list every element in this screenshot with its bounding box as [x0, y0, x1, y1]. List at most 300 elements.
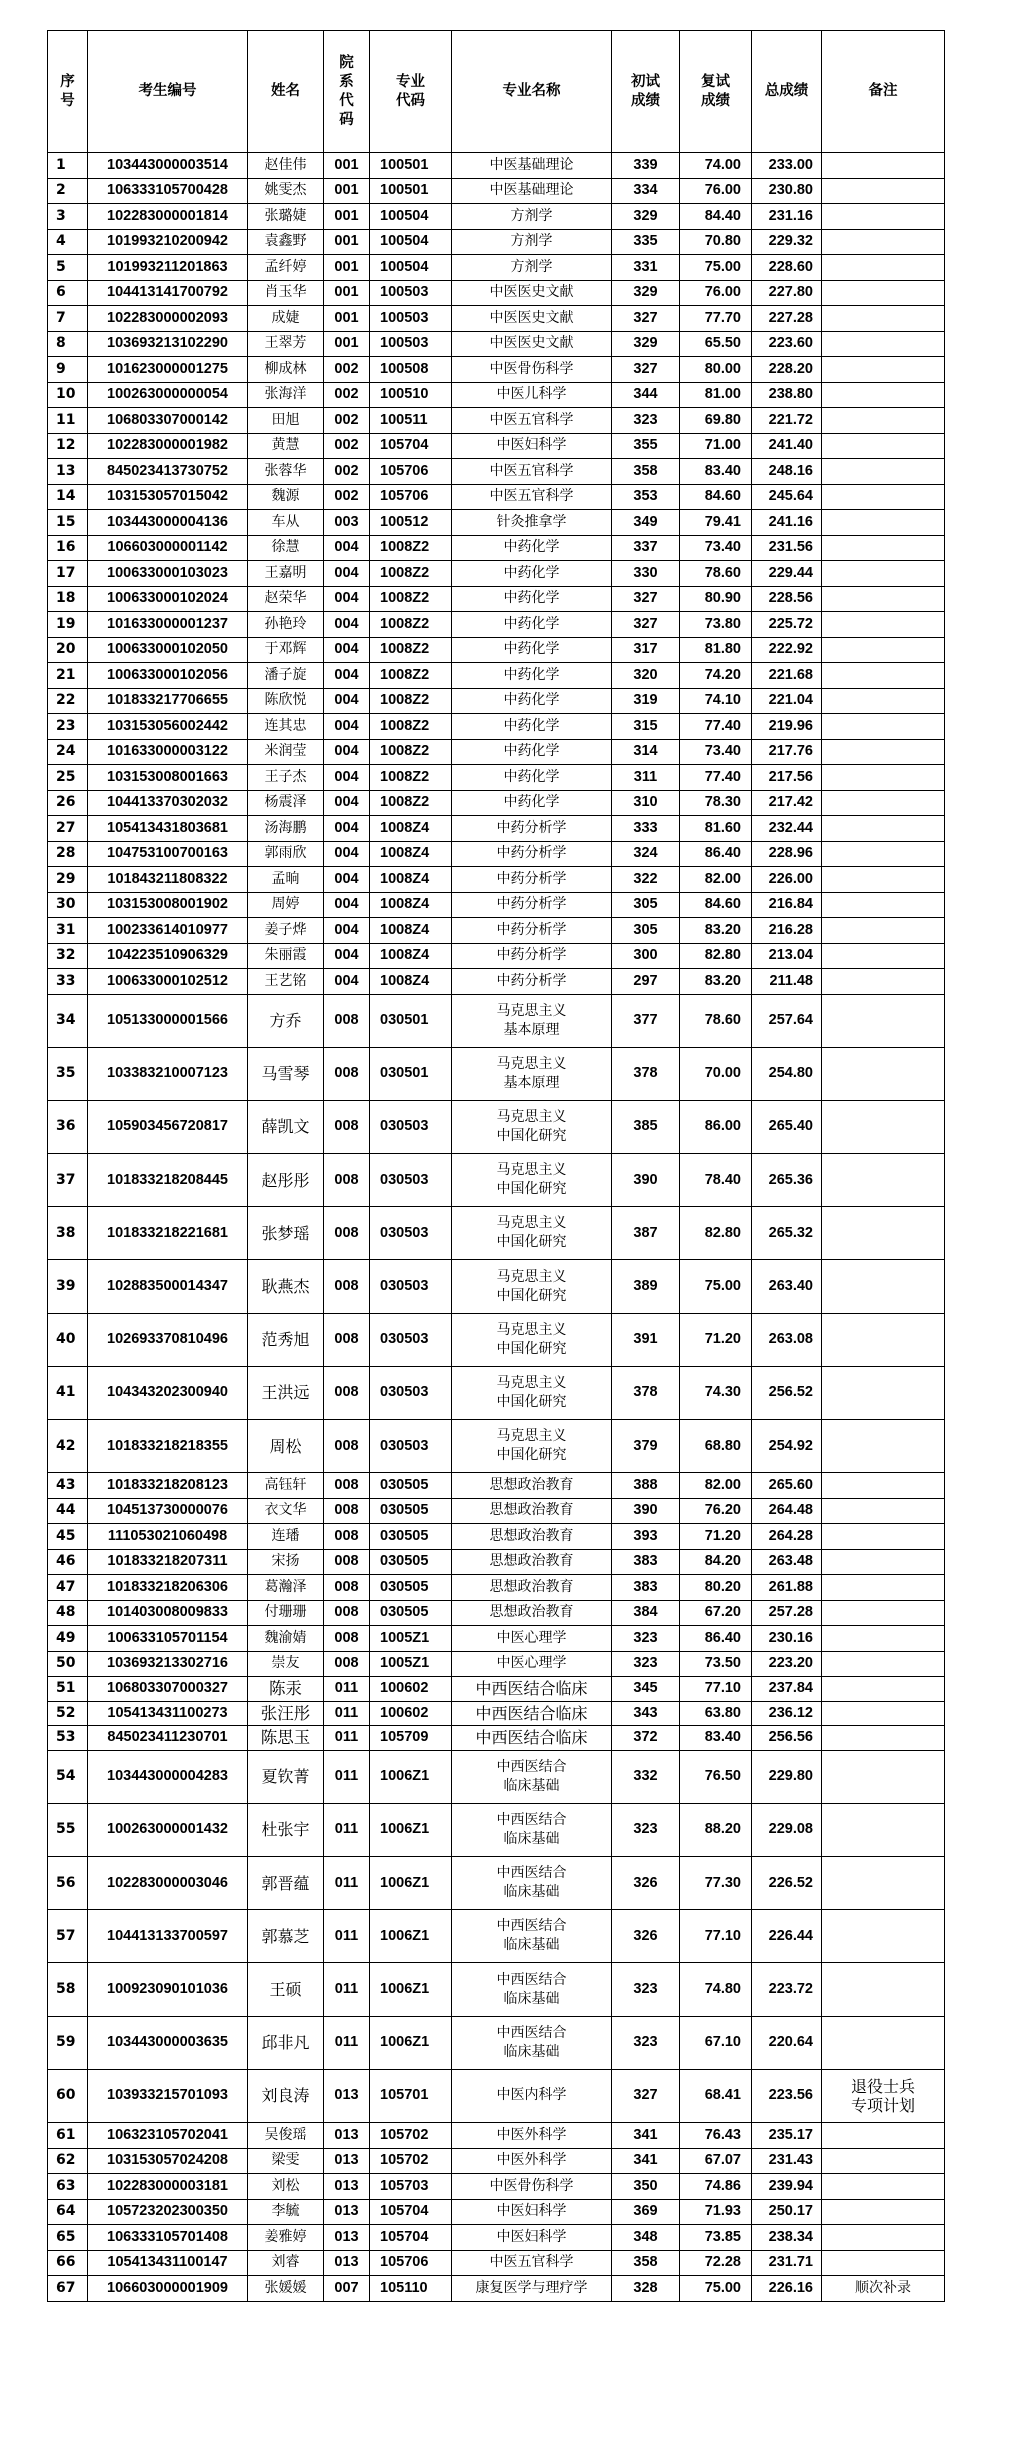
initial-score-cell: 317 [612, 637, 680, 663]
total-score-cell: 231.43 [752, 2148, 822, 2174]
candidate-id-cell: 103153056002442 [88, 714, 248, 740]
seq-cell: 40 [48, 1313, 88, 1366]
name-cell: 陈汞 [248, 1677, 324, 1702]
remarks-cell: 顺次补录 [822, 2276, 945, 2302]
major-name-cell: 方剂学 [452, 204, 612, 230]
name-cell: 张璐婕 [248, 204, 324, 230]
major-name-cell: 中西医结合 临床基础 [452, 1963, 612, 2016]
dept-code-cell: 004 [324, 586, 370, 612]
candidate-id-cell: 101843211808322 [88, 867, 248, 893]
major-name-cell: 思想政治教育 [452, 1600, 612, 1626]
name-cell: 梁雯 [248, 2148, 324, 2174]
remarks-cell [822, 688, 945, 714]
major-name-cell: 中药化学 [452, 561, 612, 587]
major-code-cell: 030503 [370, 1260, 452, 1313]
major-name-cell: 中西医结合 临床基础 [452, 1803, 612, 1856]
retest-score-cell: 78.30 [680, 790, 752, 816]
dept-code-cell: 001 [324, 178, 370, 204]
retest-score-cell: 73.40 [680, 535, 752, 561]
initial-score-cell: 323 [612, 408, 680, 434]
initial-score-cell: 355 [612, 433, 680, 459]
name-cell: 孙艳玲 [248, 612, 324, 638]
name-cell: 吴俊瑶 [248, 2123, 324, 2149]
table-row [48, 1473, 945, 1499]
total-score-cell: 226.16 [752, 2276, 822, 2302]
major-code-cell: 1008Z4 [370, 816, 452, 842]
seq-cell: 20 [48, 637, 88, 663]
dept-code-cell: 008 [324, 1549, 370, 1575]
total-score-cell: 211.48 [752, 969, 822, 995]
dept-code-cell: 013 [324, 2069, 370, 2122]
table-row [48, 1047, 945, 1100]
retest-score-cell: 83.20 [680, 969, 752, 995]
remarks-cell [822, 1910, 945, 1963]
table-row [48, 1100, 945, 1153]
dept-code-cell: 004 [324, 892, 370, 918]
major-code-cell: 030505 [370, 1549, 452, 1575]
major-code-cell: 1006Z1 [370, 1750, 452, 1803]
seq-cell: 16 [48, 535, 88, 561]
dept-code-cell: 008 [324, 1260, 370, 1313]
candidate-id-cell: 106803307000142 [88, 408, 248, 434]
name-cell: 付珊珊 [248, 1600, 324, 1626]
dept-code-cell: 008 [324, 1313, 370, 1366]
major-name-cell: 中药化学 [452, 612, 612, 638]
retest-score-cell: 80.90 [680, 586, 752, 612]
header-retest-score: 复试 成绩 [680, 31, 752, 153]
initial-score-cell: 329 [612, 280, 680, 306]
major-code-cell: 100503 [370, 280, 452, 306]
seq-cell: 41 [48, 1366, 88, 1419]
candidate-id-cell: 104223510906329 [88, 943, 248, 969]
seq-cell: 18 [48, 586, 88, 612]
dept-code-cell: 011 [324, 1963, 370, 2016]
name-cell: 马雪琴 [248, 1047, 324, 1100]
total-score-cell: 221.04 [752, 688, 822, 714]
initial-score-cell: 323 [612, 1963, 680, 2016]
candidate-id-cell: 100233614010977 [88, 918, 248, 944]
table-row [48, 1677, 945, 1702]
retest-score-cell: 83.40 [680, 1726, 752, 1751]
table-row [48, 2225, 945, 2251]
seq-cell: 50 [48, 1651, 88, 1677]
dept-code-cell: 008 [324, 1420, 370, 1473]
seq-cell: 63 [48, 2174, 88, 2200]
retest-score-cell: 67.07 [680, 2148, 752, 2174]
seq-cell: 15 [48, 510, 88, 536]
candidate-id-cell: 106333105701408 [88, 2225, 248, 2251]
candidate-id-cell: 845023411230701 [88, 1726, 248, 1751]
candidate-id-cell: 103153008001663 [88, 765, 248, 791]
major-name-cell: 马克思主义 中国化研究 [452, 1100, 612, 1153]
retest-score-cell: 70.00 [680, 1047, 752, 1100]
major-code-cell: 030503 [370, 1154, 452, 1207]
name-cell: 刘良涛 [248, 2069, 324, 2122]
dept-code-cell: 011 [324, 1701, 370, 1726]
name-cell: 高钰轩 [248, 1473, 324, 1499]
remarks-cell [822, 892, 945, 918]
seq-cell: 64 [48, 2199, 88, 2225]
total-score-cell: 226.00 [752, 867, 822, 893]
total-score-cell: 228.96 [752, 841, 822, 867]
seq-cell: 49 [48, 1626, 88, 1652]
remarks-cell [822, 1100, 945, 1153]
name-cell: 姚雯杰 [248, 178, 324, 204]
total-score-cell: 265.36 [752, 1154, 822, 1207]
seq-cell: 27 [48, 816, 88, 842]
major-code-cell: 105703 [370, 2174, 452, 2200]
table-row [48, 255, 945, 281]
seq-cell: 30 [48, 892, 88, 918]
retest-score-cell: 76.43 [680, 2123, 752, 2149]
retest-score-cell: 78.60 [680, 561, 752, 587]
table-row [48, 943, 945, 969]
initial-score-cell: 311 [612, 765, 680, 791]
total-score-cell: 256.56 [752, 1726, 822, 1751]
name-cell: 连璠 [248, 1524, 324, 1550]
total-score-cell: 239.94 [752, 2174, 822, 2200]
retest-score-cell: 88.20 [680, 1803, 752, 1856]
seq-cell: 48 [48, 1600, 88, 1626]
seq-cell: 67 [48, 2276, 88, 2302]
retest-score-cell: 78.40 [680, 1154, 752, 1207]
total-score-cell: 226.44 [752, 1910, 822, 1963]
name-cell: 刘睿 [248, 2250, 324, 2276]
seq-cell: 55 [48, 1803, 88, 1856]
total-score-cell: 227.80 [752, 280, 822, 306]
total-score-cell: 227.28 [752, 306, 822, 332]
remarks-cell [822, 867, 945, 893]
initial-score-cell: 384 [612, 1600, 680, 1626]
initial-score-cell: 323 [612, 1651, 680, 1677]
remarks-cell [822, 178, 945, 204]
major-name-cell: 思想政治教育 [452, 1575, 612, 1601]
remarks-cell [822, 1701, 945, 1726]
remarks-cell [822, 2250, 945, 2276]
major-name-cell: 中医五官科学 [452, 484, 612, 510]
name-cell: 魏渝婧 [248, 1626, 324, 1652]
seq-cell: 58 [48, 1963, 88, 2016]
candidate-id-cell: 101633000001237 [88, 612, 248, 638]
dept-code-cell: 004 [324, 765, 370, 791]
major-code-cell: 030505 [370, 1600, 452, 1626]
name-cell: 孟纤婷 [248, 255, 324, 281]
seq-cell: 28 [48, 841, 88, 867]
retest-score-cell: 68.80 [680, 1420, 752, 1473]
remarks-cell [822, 918, 945, 944]
remarks-cell [822, 280, 945, 306]
candidate-id-cell: 102283000003181 [88, 2174, 248, 2200]
name-cell: 杨震泽 [248, 790, 324, 816]
major-name-cell: 中药化学 [452, 739, 612, 765]
seq-cell: 13 [48, 459, 88, 485]
dept-code-cell: 008 [324, 1600, 370, 1626]
initial-score-cell: 358 [612, 459, 680, 485]
remarks-cell [822, 1600, 945, 1626]
seq-cell: 56 [48, 1857, 88, 1910]
major-code-cell: 100602 [370, 1701, 452, 1726]
initial-score-cell: 324 [612, 841, 680, 867]
dept-code-cell: 002 [324, 357, 370, 383]
total-score-cell: 254.92 [752, 1420, 822, 1473]
dept-code-cell: 008 [324, 1524, 370, 1550]
candidate-id-cell: 102283000001982 [88, 433, 248, 459]
table-row [48, 1726, 945, 1751]
seq-cell: 59 [48, 2016, 88, 2069]
candidate-id-cell: 103443000003514 [88, 153, 248, 179]
candidate-id-cell: 105413431803681 [88, 816, 248, 842]
remarks-cell [822, 1366, 945, 1419]
major-code-cell: 1008Z2 [370, 688, 452, 714]
initial-score-cell: 322 [612, 867, 680, 893]
total-score-cell: 223.20 [752, 1651, 822, 1677]
table-row [48, 382, 945, 408]
retest-score-cell: 67.10 [680, 2016, 752, 2069]
major-name-cell: 中医五官科学 [452, 2250, 612, 2276]
table-row [48, 459, 945, 485]
candidate-id-cell: 100263000000054 [88, 382, 248, 408]
retest-score-cell: 71.20 [680, 1524, 752, 1550]
remarks-cell [822, 153, 945, 179]
initial-score-cell: 314 [612, 739, 680, 765]
initial-score-cell: 377 [612, 994, 680, 1047]
major-code-cell: 100501 [370, 178, 452, 204]
major-code-cell: 1006Z1 [370, 1803, 452, 1856]
initial-score-cell: 319 [612, 688, 680, 714]
candidate-id-cell: 104413133700597 [88, 1910, 248, 1963]
total-score-cell: 221.68 [752, 663, 822, 689]
name-cell: 杜张宇 [248, 1803, 324, 1856]
major-code-cell: 100503 [370, 306, 452, 332]
major-code-cell: 1005Z1 [370, 1626, 452, 1652]
table-row [48, 2199, 945, 2225]
name-cell: 衣文华 [248, 1498, 324, 1524]
dept-code-cell: 008 [324, 1651, 370, 1677]
initial-score-cell: 341 [612, 2123, 680, 2149]
retest-score-cell: 70.80 [680, 229, 752, 255]
table-row [48, 229, 945, 255]
major-name-cell: 中医医史文献 [452, 280, 612, 306]
dept-code-cell: 004 [324, 739, 370, 765]
candidate-id-cell: 104343202300940 [88, 1366, 248, 1419]
table-row [48, 1524, 945, 1550]
table-row [48, 306, 945, 332]
major-name-cell: 中医五官科学 [452, 459, 612, 485]
major-code-cell: 1008Z2 [370, 561, 452, 587]
dept-code-cell: 011 [324, 1910, 370, 1963]
initial-score-cell: 379 [612, 1420, 680, 1473]
seq-cell: 60 [48, 2069, 88, 2122]
seq-cell: 43 [48, 1473, 88, 1499]
major-name-cell: 方剂学 [452, 255, 612, 281]
retest-score-cell: 83.40 [680, 459, 752, 485]
major-name-cell: 中医妇科学 [452, 2225, 612, 2251]
major-name-cell: 中医儿科学 [452, 382, 612, 408]
initial-score-cell: 320 [612, 663, 680, 689]
retest-score-cell: 67.20 [680, 1600, 752, 1626]
total-score-cell: 265.40 [752, 1100, 822, 1153]
name-cell: 赵彤彤 [248, 1154, 324, 1207]
name-cell: 张蓉华 [248, 459, 324, 485]
dept-code-cell: 011 [324, 1803, 370, 1856]
retest-score-cell: 73.40 [680, 739, 752, 765]
total-score-cell: 263.08 [752, 1313, 822, 1366]
table-row [48, 2123, 945, 2149]
seq-cell: 9 [48, 357, 88, 383]
major-code-cell: 100512 [370, 510, 452, 536]
initial-score-cell: 349 [612, 510, 680, 536]
dept-code-cell: 013 [324, 2174, 370, 2200]
name-cell: 郭雨欣 [248, 841, 324, 867]
table-row [48, 2276, 945, 2302]
candidate-id-cell: 103153008001902 [88, 892, 248, 918]
name-cell: 张海洋 [248, 382, 324, 408]
seq-cell: 61 [48, 2123, 88, 2149]
dept-code-cell: 011 [324, 2016, 370, 2069]
initial-score-cell: 323 [612, 1803, 680, 1856]
major-code-cell: 1006Z1 [370, 2016, 452, 2069]
initial-score-cell: 369 [612, 2199, 680, 2225]
remarks-cell [822, 255, 945, 281]
seq-cell: 54 [48, 1750, 88, 1803]
name-cell: 夏钦菁 [248, 1750, 324, 1803]
total-score-cell: 220.64 [752, 2016, 822, 2069]
table-row [48, 2016, 945, 2069]
name-cell: 连其忠 [248, 714, 324, 740]
candidate-id-cell: 103443000003635 [88, 2016, 248, 2069]
major-code-cell: 105701 [370, 2069, 452, 2122]
major-name-cell: 中西医结合 临床基础 [452, 2016, 612, 2069]
seq-cell: 46 [48, 1549, 88, 1575]
retest-score-cell: 77.40 [680, 714, 752, 740]
major-code-cell: 100503 [370, 331, 452, 357]
initial-score-cell: 327 [612, 2069, 680, 2122]
seq-cell: 11 [48, 408, 88, 434]
seq-cell: 23 [48, 714, 88, 740]
remarks-cell [822, 1677, 945, 1702]
major-code-cell: 030503 [370, 1420, 452, 1473]
name-cell: 田旭 [248, 408, 324, 434]
dept-code-cell: 008 [324, 1366, 370, 1419]
total-score-cell: 231.16 [752, 204, 822, 230]
seq-cell: 7 [48, 306, 88, 332]
table-row [48, 1313, 945, 1366]
seq-cell: 14 [48, 484, 88, 510]
dept-code-cell: 013 [324, 2250, 370, 2276]
initial-score-cell: 327 [612, 357, 680, 383]
dept-code-cell: 001 [324, 204, 370, 230]
candidate-id-cell: 104753100700163 [88, 841, 248, 867]
total-score-cell: 213.04 [752, 943, 822, 969]
seq-cell: 4 [48, 229, 88, 255]
name-cell: 肖玉华 [248, 280, 324, 306]
dept-code-cell: 002 [324, 382, 370, 408]
candidate-id-cell: 100633000102050 [88, 637, 248, 663]
admission-table [47, 30, 945, 2302]
total-score-cell: 261.88 [752, 1575, 822, 1601]
major-code-cell: 030501 [370, 994, 452, 1047]
retest-score-cell: 83.20 [680, 918, 752, 944]
retest-score-cell: 74.30 [680, 1366, 752, 1419]
candidate-id-cell: 103933215701093 [88, 2069, 248, 2122]
initial-score-cell: 390 [612, 1154, 680, 1207]
dept-code-cell: 004 [324, 790, 370, 816]
retest-score-cell: 81.60 [680, 816, 752, 842]
retest-score-cell: 77.10 [680, 1910, 752, 1963]
remarks-cell [822, 612, 945, 638]
seq-cell: 19 [48, 612, 88, 638]
remarks-cell [822, 816, 945, 842]
remarks-cell [822, 1575, 945, 1601]
major-name-cell: 思想政治教育 [452, 1498, 612, 1524]
remarks-cell [822, 2199, 945, 2225]
dept-code-cell: 002 [324, 459, 370, 485]
total-score-cell: 254.80 [752, 1047, 822, 1100]
header-total-score: 总成绩 [752, 31, 822, 153]
table-row [48, 892, 945, 918]
remarks-cell [822, 229, 945, 255]
initial-score-cell: 329 [612, 331, 680, 357]
remarks-cell [822, 1473, 945, 1499]
major-name-cell: 思想政治教育 [452, 1524, 612, 1550]
seq-cell: 39 [48, 1260, 88, 1313]
name-cell: 张媛媛 [248, 2276, 324, 2302]
major-code-cell: 100508 [370, 357, 452, 383]
header-seq: 序 号 [48, 31, 88, 153]
admission-list-sheet [47, 30, 944, 2302]
retest-score-cell: 84.40 [680, 204, 752, 230]
candidate-id-cell: 103693213102290 [88, 331, 248, 357]
retest-score-cell: 76.20 [680, 1498, 752, 1524]
dept-code-cell: 002 [324, 408, 370, 434]
total-score-cell: 229.32 [752, 229, 822, 255]
initial-score-cell: 348 [612, 2225, 680, 2251]
table-row [48, 1600, 945, 1626]
remarks-cell [822, 2148, 945, 2174]
dept-code-cell: 003 [324, 510, 370, 536]
remarks-cell [822, 561, 945, 587]
major-name-cell: 马克思主义 中国化研究 [452, 1420, 612, 1473]
name-cell: 王洪远 [248, 1366, 324, 1419]
table-row [48, 969, 945, 995]
dept-code-cell: 013 [324, 2199, 370, 2225]
dept-code-cell: 013 [324, 2225, 370, 2251]
retest-score-cell: 80.00 [680, 357, 752, 383]
candidate-id-cell: 101993211201863 [88, 255, 248, 281]
major-name-cell: 中医医史文献 [452, 306, 612, 332]
dept-code-cell: 004 [324, 535, 370, 561]
retest-score-cell: 74.00 [680, 153, 752, 179]
candidate-id-cell: 103443000004283 [88, 1750, 248, 1803]
candidate-id-cell: 102283000001814 [88, 204, 248, 230]
total-score-cell: 236.12 [752, 1701, 822, 1726]
candidate-id-cell: 101403008009833 [88, 1600, 248, 1626]
name-cell: 袁鑫野 [248, 229, 324, 255]
candidate-id-cell: 101833218208123 [88, 1473, 248, 1499]
dept-code-cell: 008 [324, 1575, 370, 1601]
remarks-cell [822, 637, 945, 663]
seq-cell: 22 [48, 688, 88, 714]
candidate-id-cell: 105413431100273 [88, 1701, 248, 1726]
candidate-id-cell: 102883500014347 [88, 1260, 248, 1313]
dept-code-cell: 001 [324, 331, 370, 357]
remarks-cell [822, 765, 945, 791]
retest-score-cell: 71.93 [680, 2199, 752, 2225]
remarks-cell [822, 1524, 945, 1550]
initial-score-cell: 326 [612, 1910, 680, 1963]
dept-code-cell: 008 [324, 1154, 370, 1207]
remarks-cell [822, 1651, 945, 1677]
